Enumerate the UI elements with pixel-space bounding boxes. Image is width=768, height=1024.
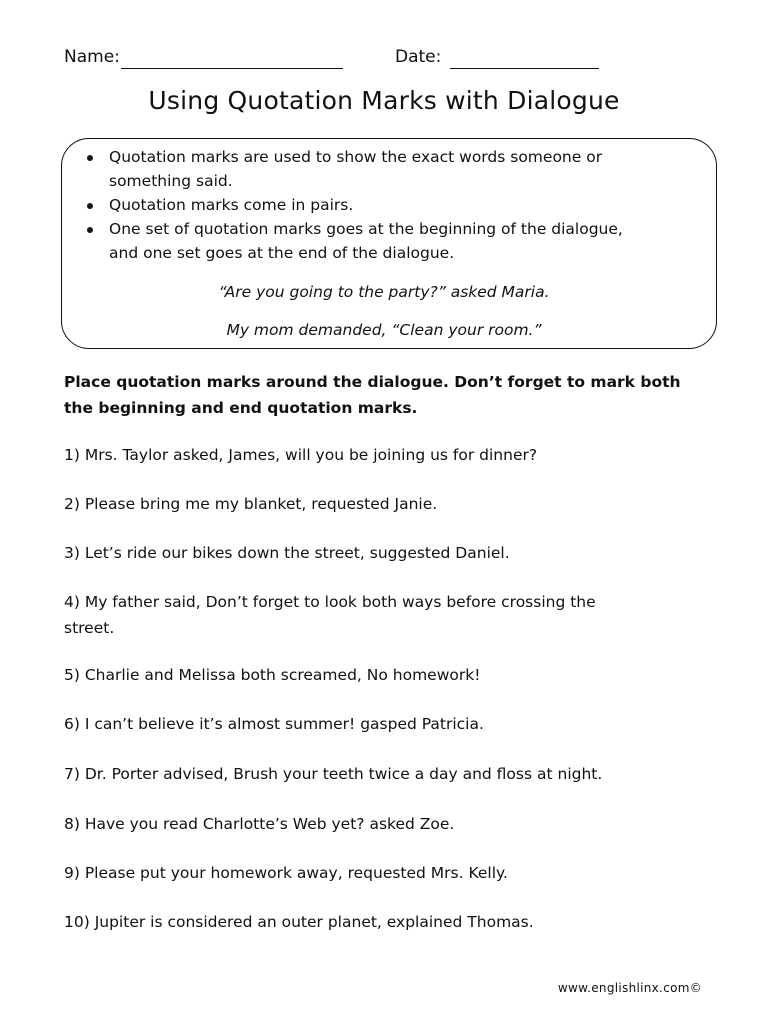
question-1-line-1: 1) Mrs. Taylor asked, James, will you be joining us for dinner? [64,446,538,464]
question-4-line-1: 4) My father said, Don’t forget to look both ways before crossing the [64,593,596,611]
rule-bullet-1 [109,145,602,193]
question-10-line-1: 10) Jupiter is considered an outer planet, explained Thomas. [64,913,534,931]
rule-bullet-2-line-1: Quotation marks come in pairs. [109,196,354,214]
rule-bullet-3-line-1: One set of quotation marks goes at the beginning of the dialogue, [109,220,623,238]
bullet-icon [87,203,93,209]
bullet-icon [87,227,93,233]
question-9-line-1: 9) Please put your homework away, requested Mrs. Kelly. [64,864,508,882]
rule-bullet-2 [109,193,353,217]
question-4 [64,589,596,641]
question-5 [64,662,480,688]
example-sentence-1: “Are you going to the party?” asked Maria. [218,283,550,301]
question-10 [64,909,534,935]
name-label: Name: [64,47,120,67]
date-blank-line[interactable] [450,68,599,69]
instructions-line-2: the beginning and end quotation marks. [64,399,418,417]
example-sentence-2: My mom demanded, “Clean your room.” [226,321,542,339]
question-4-line-2: street. [64,619,115,637]
question-6-line-1: 6) I can’t believe it’s almost summer! gasped Patricia. [64,715,484,733]
question-2-line-1: 2) Please bring me my blanket, requested Janie. [64,495,438,513]
question-3 [64,540,510,566]
rule-bullet-3 [109,217,623,265]
instructions-line-1: Place quotation marks around the dialogue. Don’t forget to mark both [64,373,681,391]
page-title: Using Quotation Marks with Dialogue [148,86,620,115]
rule-bullet-3-line-2: and one set goes at the end of the dialogue. [109,244,455,262]
question-5-line-1: 5) Charlie and Melissa both screamed, No homework! [64,666,481,684]
instructions [64,369,681,421]
bullet-icon [87,155,93,161]
rule-bullet-1-line-1: Quotation marks are used to show the exact words someone or [109,148,603,166]
question-7 [64,761,602,787]
date-label: Date: [395,47,442,67]
question-7-line-1: 7) Dr. Porter advised, Brush your teeth twice a day and floss at night. [64,765,603,783]
name-blank-line[interactable] [121,68,343,69]
question-9 [64,860,508,886]
question-8 [64,811,454,837]
rule-bullet-1-line-2: something said. [109,172,233,190]
website-footer: www.englishlinx.com© [557,981,702,995]
question-2 [64,491,437,517]
question-8-line-1: 8) Have you read Charlotte’s Web yet? asked Zoe. [64,815,455,833]
question-3-line-1: 3) Let’s ride our bikes down the street, suggested Daniel. [64,544,510,562]
question-6 [64,711,484,737]
question-1 [64,442,537,468]
